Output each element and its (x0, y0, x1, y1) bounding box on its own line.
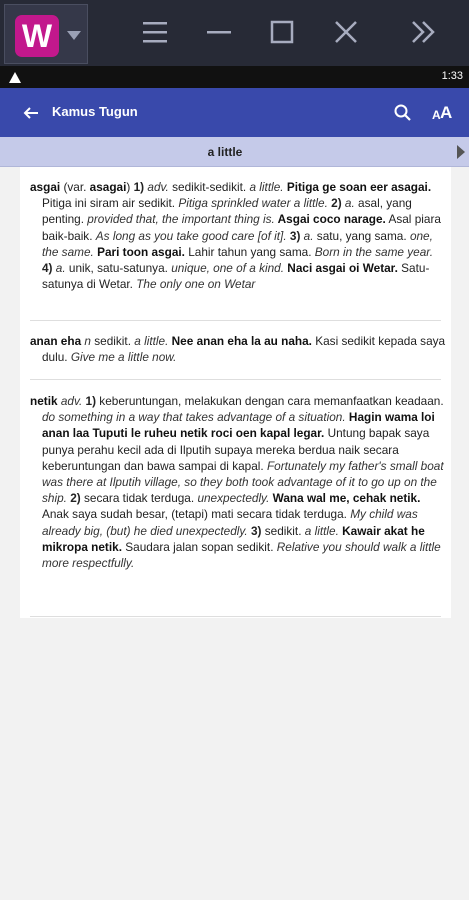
headword[interactable]: anan eha (30, 334, 82, 348)
warning-icon (9, 72, 21, 83)
back-arrow-icon[interactable] (20, 102, 42, 124)
definition: sedikit-sedikit. (168, 180, 250, 194)
gloss: do something in a way that takes advantage of a situation. (42, 410, 346, 425)
entries-card (20, 167, 451, 618)
gloss: one, the same. (42, 228, 433, 259)
example-english: Born in the same year. (314, 244, 434, 259)
example: Asgai coco narage. (274, 212, 386, 227)
example: Naci asgai oi Wetar. (284, 261, 398, 276)
definition: keberuntungan, melakukan dengan cara memanfaatkan keadaan. (96, 394, 444, 408)
example-english: Give me a little now. (70, 350, 177, 365)
example-translation: Lahir tahun yang sama. (184, 244, 315, 259)
example-translation: Kasi sedikit kepada saya dulu. (42, 334, 446, 365)
definition: sedikit. (261, 523, 305, 538)
part-of-speech: a. (300, 228, 314, 243)
part-of-speech: adv. (144, 180, 169, 194)
word-title: a little (207, 145, 243, 159)
entry-divider (30, 379, 441, 380)
example: Nee anan eha la au naha. (168, 334, 312, 348)
entry-divider (30, 320, 441, 321)
example: Kawair akat he mikropa netik. (42, 523, 425, 554)
definition: unik, satu-satunya. (65, 261, 172, 276)
gloss: a little. (249, 180, 284, 194)
entry-asgai: asgai (var. asagai) 1) adv. sedikit-sedikit. a little. Pitiga ge soan eer asagai. Pitiga ini siram air sedikit. Pitiga sprinkled water a little. 2) a. asal, yang penting. provided that, the important thing is. Asgai coco narage. Asal piara baik-baik. As long as you take good care [of it]. 3) a. satu, yang sama. one, the same. Pari toon asgai. Lahir tahun yang sama. Born in the same year. 4) a. unik, satu-satunya. unique, one of a kind. Naci asgai oi Wetar. Satu-satunya di Wetar. The only one on Wetar (30, 180, 441, 292)
word-header (0, 137, 469, 167)
definition: sedikit. (90, 334, 135, 348)
example-english: Fortunately my father's small boat was there at Ilputih village, so they both took advantage of it to go up on the ship. (42, 458, 444, 506)
example-translation: Asal piara baik-baik. (42, 212, 441, 243)
next-arrow-icon[interactable] (457, 145, 465, 159)
emulator-logo-icon: W (15, 15, 59, 57)
font-size-icon: A (432, 108, 441, 122)
example-english: Pitiga sprinkled water a little. (178, 196, 328, 211)
headword[interactable]: netik (30, 394, 58, 408)
sense-number: 1) (82, 394, 97, 408)
part-of-speech: a. (52, 261, 66, 276)
part-of-speech: n (81, 334, 91, 348)
chevron-down-icon (67, 31, 81, 40)
menu-icon[interactable] (137, 14, 173, 50)
minimize-icon[interactable] (201, 14, 237, 50)
variant[interactable]: asagai (89, 180, 127, 194)
emulator-logo-button[interactable] (4, 4, 88, 64)
sense-number: 2) (66, 491, 81, 506)
part-of-speech: adv. (57, 394, 83, 408)
example: Pari toon asgai. (93, 244, 185, 259)
definition: satu, yang sama. (313, 228, 410, 243)
headword[interactable]: asgai (30, 180, 61, 194)
app-title: Kamus Tugun (52, 104, 138, 119)
gloss: unexpectedly. (197, 491, 270, 506)
sense-number: 2) (327, 196, 342, 211)
emulator-toolbar (0, 0, 469, 66)
example-translation: Pitiga ini siram air sedikit. (42, 196, 179, 211)
entry-divider (30, 616, 441, 617)
gloss: a little. (134, 334, 169, 348)
example-english: The only one on Wetar (136, 277, 256, 292)
gloss: a little. (304, 523, 339, 538)
part-of-speech: a. (341, 196, 355, 211)
example: Wana wal me, cehak netik. (269, 491, 421, 506)
example: Pitiga ge soan eer asagai. (283, 180, 432, 194)
sense-number: 3) (247, 523, 262, 538)
status-time: 1:33 (441, 70, 463, 82)
example-translation: Anak saya sudah besar, (tetapi) mati secara tidak terduga. (42, 507, 351, 522)
definition: secara tidak terduga. (80, 491, 198, 506)
example-english: Relative you should walk a little more respectfully. (42, 539, 441, 571)
sense-number: 3) (286, 228, 301, 243)
sense-number: 4) (42, 261, 53, 276)
font-size-button[interactable]: A A (432, 103, 453, 122)
gloss: unique, one of a kind. (171, 261, 285, 276)
example-english: As long as you take good care [of it]. (95, 228, 287, 243)
search-icon[interactable] (392, 102, 414, 124)
gloss: provided that, the important thing is. (87, 212, 275, 227)
app-bar (0, 88, 469, 137)
example-translation: Saudara jalan sopan sedikit. (121, 539, 277, 554)
close-icon[interactable] (328, 14, 364, 50)
maximize-icon[interactable] (264, 14, 300, 50)
example-english: My child was already big, (but) he died unexpectedly. (42, 507, 418, 538)
example-translation: Untung bapak saya punya perahu kecil ada di Ilputih supaya mereka berdua naik secara keberuntungan dan bawa sampai di kapal. (42, 426, 430, 473)
status-bar (0, 66, 469, 88)
example: Hagin wama loi anan laa Tuputi le ruheu netik roci oen kapal legar. (42, 410, 435, 441)
example-translation: Satu-satunya di Wetar. (42, 261, 430, 292)
sense-number: 1) (133, 180, 145, 194)
entry-anan-eha (30, 333, 446, 365)
chevron-double-right-icon[interactable] (405, 14, 441, 50)
definition: asal, yang penting. (42, 196, 412, 227)
entry-netik (30, 393, 446, 571)
